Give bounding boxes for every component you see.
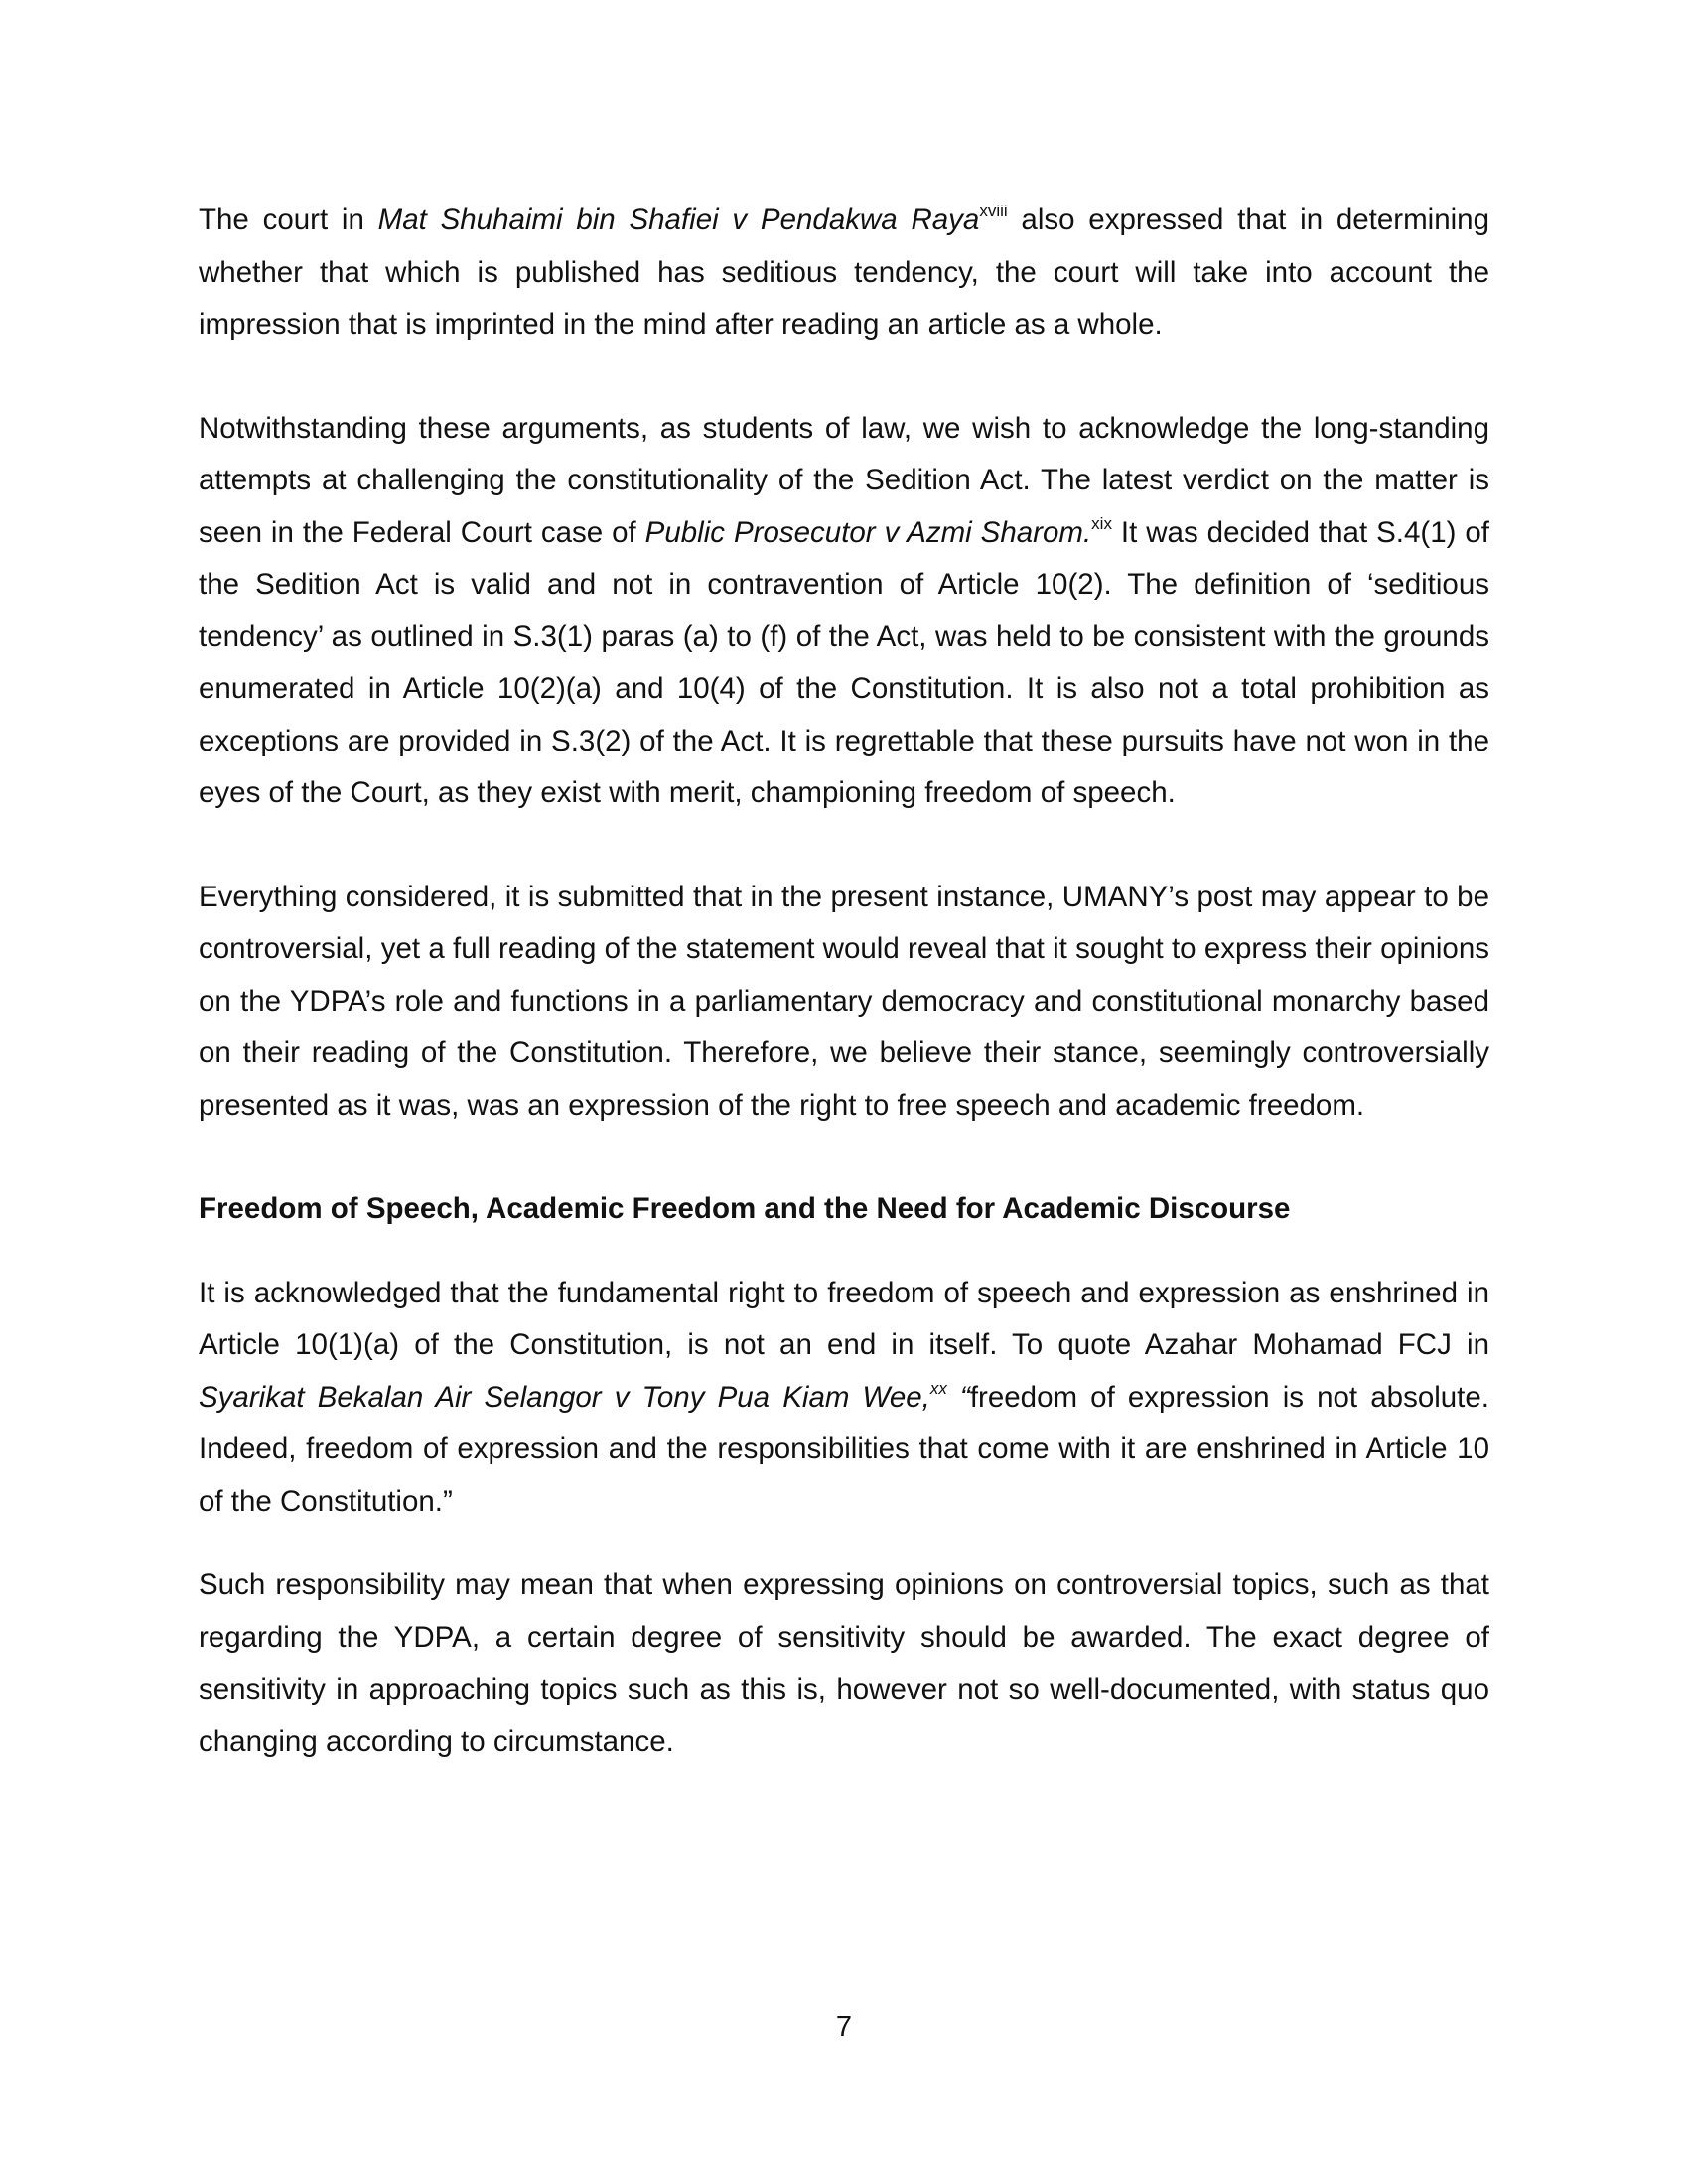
paragraph-sedition-act [199, 403, 1489, 820]
endnote-marker-xix[interactable]: xix [1091, 513, 1112, 533]
page-number: 7 [835, 2011, 853, 2043]
paragraph-everything-considered: Everything considered, it is submitted that in the present instance, UMANY’s post may appear to be controversial, yet a full reading of the statement would reveal that it sought to express their opinions on the YDPA’s role and functions in a parliamentary democracy and constitutional monarchy based on their reading of the Constitution. Therefore, we believe their stance, seemingly controversially presented as it was, was an expression of the right to free speech and academic freedom. [199, 880, 1489, 1122]
p4-quote-open: “ [946, 1380, 970, 1414]
p4-text-start: It is acknowledged that the fundamental right to freedom of speech and expression as enshrined in Article 10(1)(a) of the Constitution, is not an end in itself. To quote Azahar Mohamad FCJ in [199, 1276, 1489, 1361]
section-heading: Freedom of Speech, Academic Freedom and the Need for Academic Discourse [199, 1192, 1291, 1225]
case-citation-syarikat-bekalan: Syarikat Bekalan Air Selangor v Tony Pua Kiam Wee, [199, 1380, 930, 1414]
p2-text-start: Notwithstanding these arguments, as students of law, we wish to acknowledge the long-standing attempts at challenging the constitutionality of the Sedition Act. The latest verdict on the matter is seen in the Federal Court case of [199, 411, 1489, 549]
endnote-marker-xviii[interactable]: xviii [979, 202, 1008, 221]
p2-text-end: It was decided that S.4(1) of the Sedition Act is valid and not in contravention of Article 10(2). The definition of ‘seditious tendency’ as outlined in S.3(1) paras (a) to (f) of the Act, was held to be consistent with the grounds enumerated in Article 10(2)(a) and 10(4) of the Constitution. It is also not a total prohibition as exceptions are provided in S.3(2) of the Act. It is regrettable that these pursuits have not won in the eyes of the Court, as they exist with merit, championing freedom of speech. [199, 515, 1489, 809]
p4-text-end: freedom of expression is not absolute. Indeed, freedom of expression and the responsibilities that come with it are enshrined in Article 10 of the Constitution.” [199, 1380, 1489, 1518]
p1-text-start: The court in [199, 204, 378, 236]
endnote-marker-xx[interactable]: xx [929, 1378, 947, 1398]
paragraph-mat-shuhaimi [199, 195, 1489, 351]
paragraph-responsibility: Such responsibility may mean that when expressing opinions on controversial topics, such as that regarding the YDPA, a certain degree of sensitivity should be awarded. The exact degree of sensitivity in approaching topics such as this is, however not so well-documented, with status quo changing according to circumstance. [199, 1569, 1489, 1758]
p1-text-end: also expressed that in determining whether that which is published has seditious tendency, the court will take into account the impression that is imprinted in the mind after reading an article as a whole. [199, 204, 1489, 341]
case-citation-azmi-sharom: Public Prosecutor v Azmi Sharom. [644, 515, 1092, 549]
case-citation-mat-shuhaimi: Mat Shuhaimi bin Shafiei v Pendakwa Raya [377, 204, 980, 236]
paragraph-fundamental-right [199, 1268, 1489, 1529]
body-text [199, 195, 1489, 1768]
